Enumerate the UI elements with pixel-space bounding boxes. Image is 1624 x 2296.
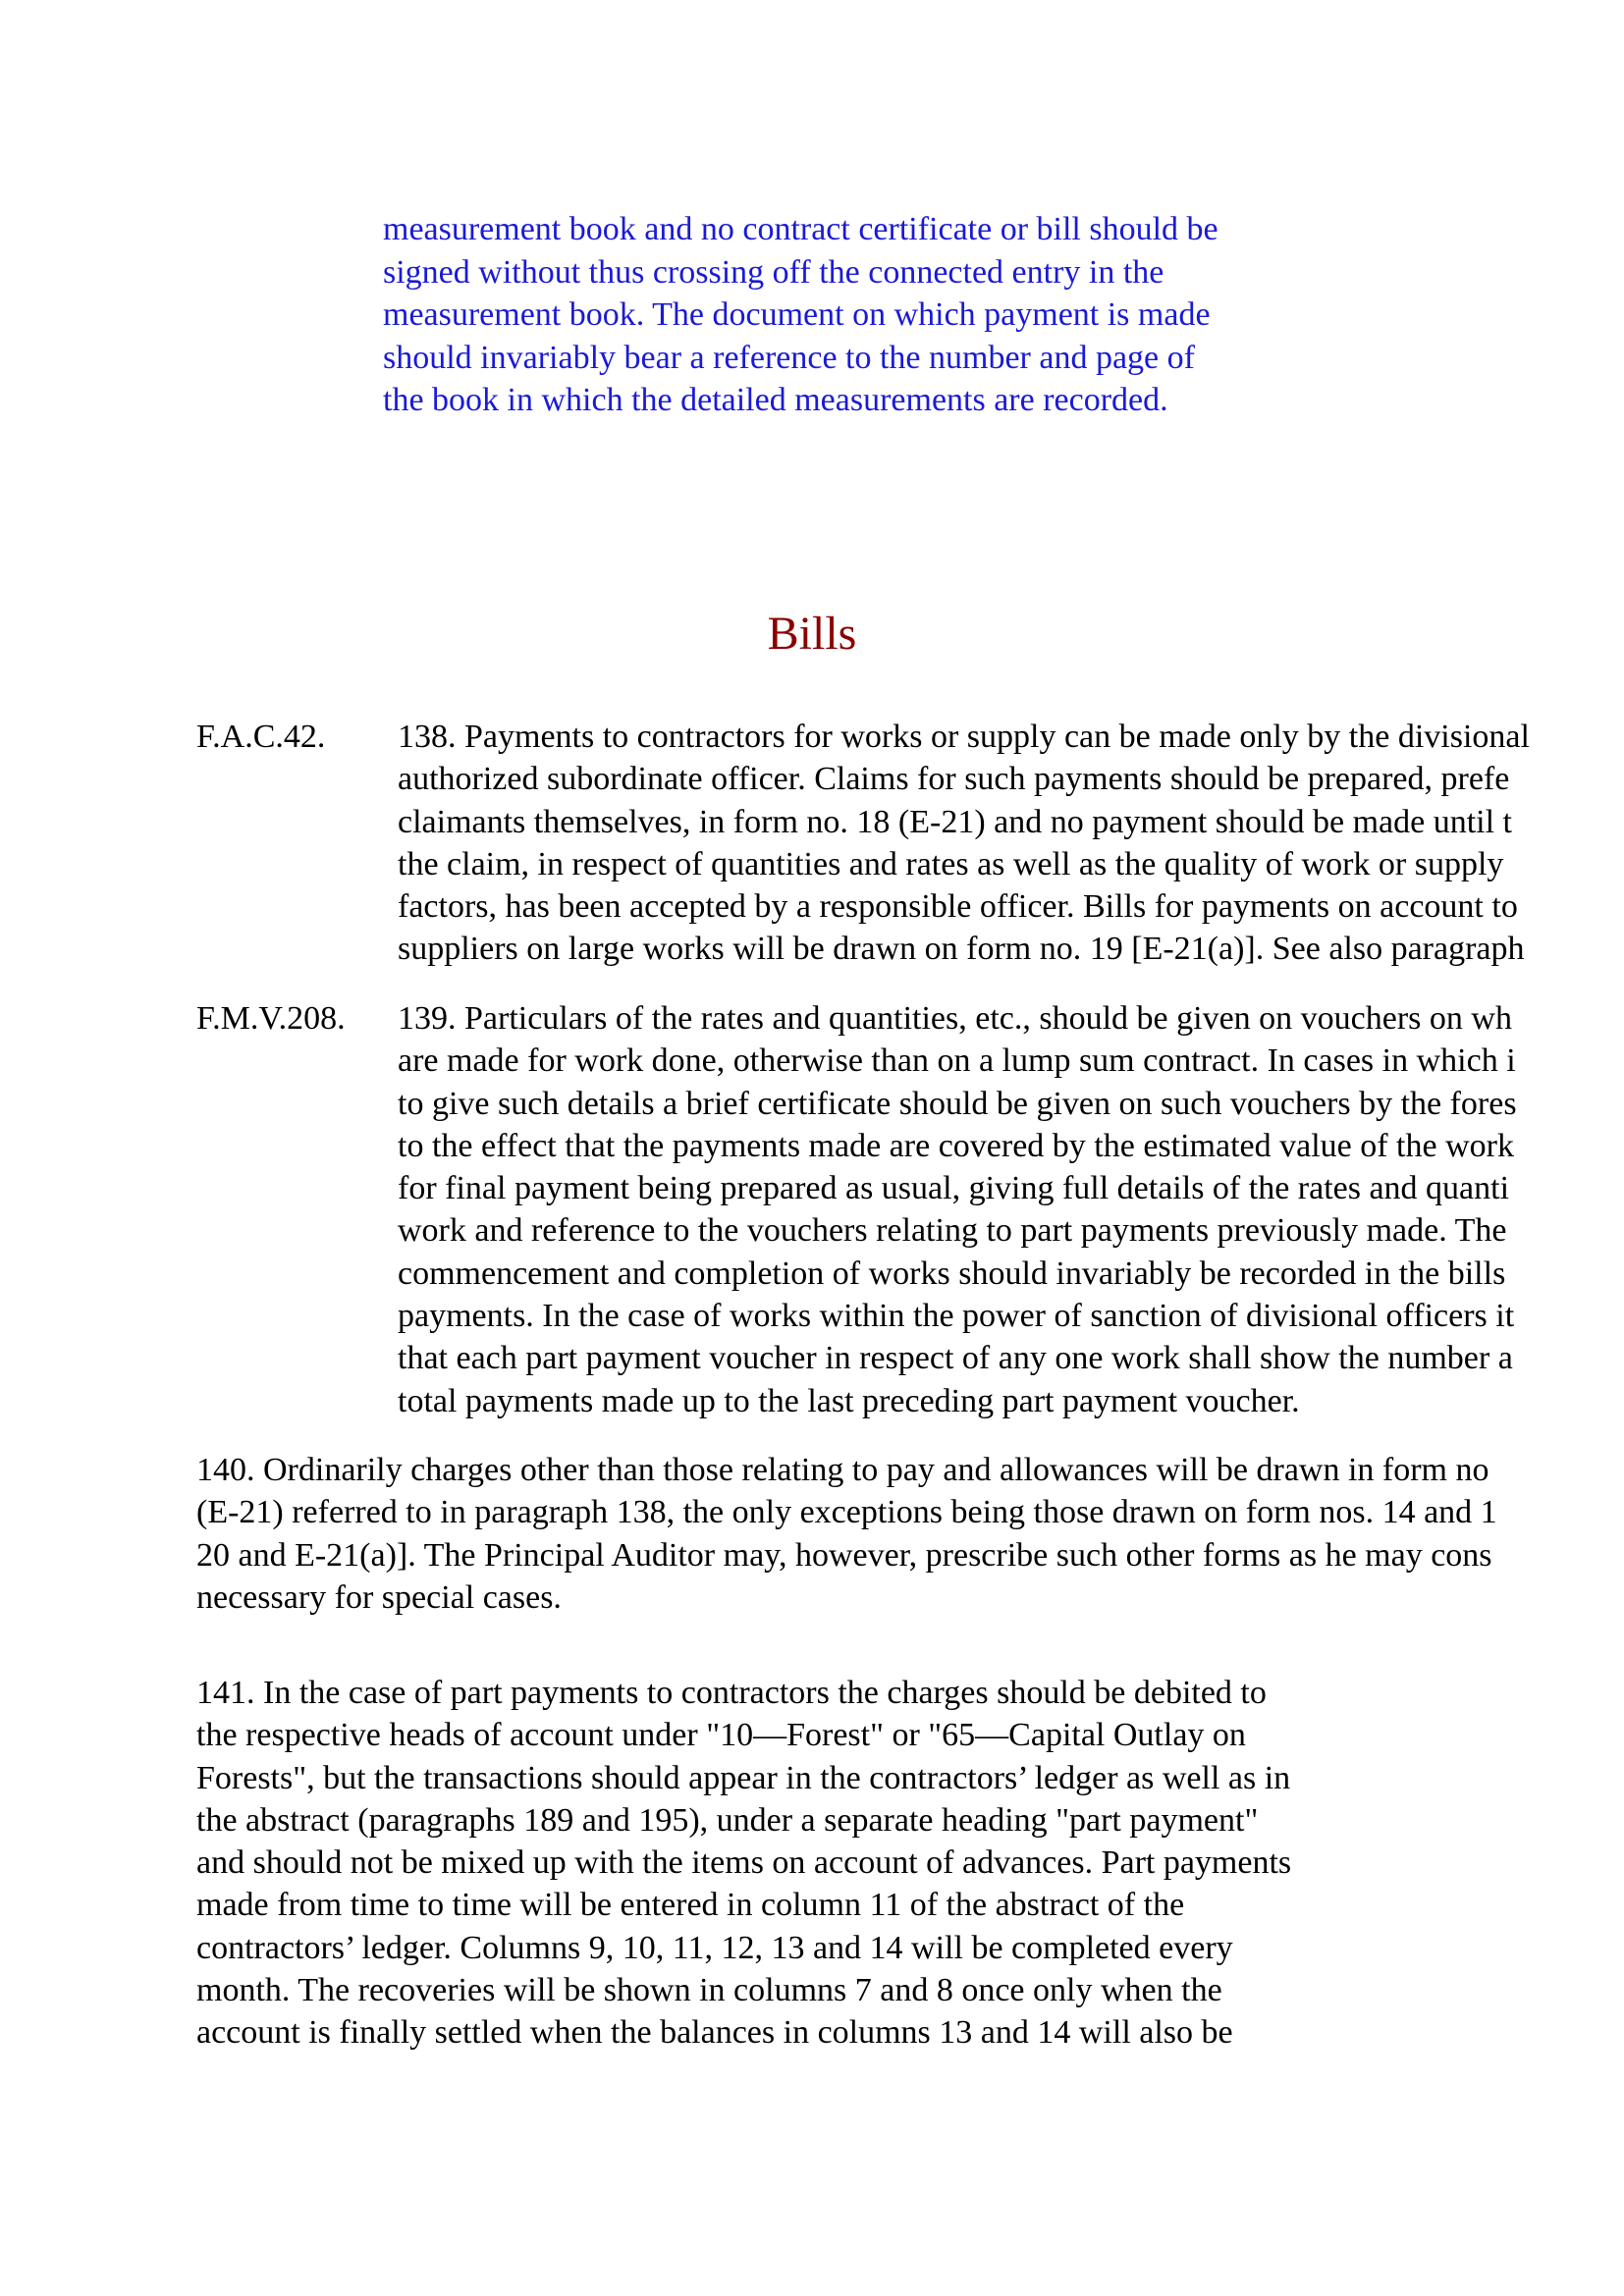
paragraph-141 (196, 1672, 1424, 2055)
paragraph-line: 20 and E-21(a)]. The Principal Auditor may, however, prescribe such other forms as he may cons (196, 1536, 1492, 1574)
paragraph-line: are made for work done, otherwise than on a lump sum contract. In cases in which i (398, 1042, 1516, 1080)
paragraph-line: made from time to time will be entered in column 11 of the abstract of the (196, 1887, 1185, 1924)
margin-reference: F.M.V.208. (196, 1000, 346, 1037)
paragraph-line: payments. In the case of works within the power of sanction of divisional officers it (398, 1298, 1515, 1335)
paragraph-line: account is finally settled when the balances in columns 13 and 14 will also be (196, 2014, 1233, 2052)
section-heading: Bills (767, 608, 857, 660)
paragraph-line: month. The recoveries will be shown in columns 7 and 8 once only when the (196, 1972, 1222, 2009)
paragraph-line: Forests", but the transactions should appear in the contractors’ ledger as well as in (196, 1759, 1291, 1796)
continuation-line: the book in which the detailed measurements are recorded. (383, 382, 1168, 418)
paragraph-line: 139. Particulars of the rates and quantities, etc., should be given on vouchers on wh (398, 1000, 1512, 1037)
paragraph-line: necessary for special cases. (196, 1578, 562, 1616)
paragraph-line: and should not be mixed up with the items on account of advances. Part payments (196, 1844, 1292, 1882)
paragraph-line: factors, has been accepted by a responsible officer. Bills for payments on account to (398, 888, 1518, 926)
paragraph-line: the claim, in respect of quantities and rates as well as the quality of work or supply (398, 845, 1504, 882)
paragraph-138 (398, 716, 1624, 971)
paragraph-line: 138. Payments to contractors for works or supply can be made only by the divisional (398, 719, 1530, 755)
paragraph-line: claimants themselves, in form no. 18 (E-21) and no payment should be made until t (398, 803, 1512, 840)
paragraph-140 (196, 1449, 1624, 1619)
continuation-line: measurement book and no contract certificate or bill should be (383, 211, 1218, 247)
paragraph-line: the abstract (paragraphs 189 and 195), under a separate heading "part payment" (196, 1801, 1259, 1839)
paragraph-line: (E-21) referred to in paragraph 138, the only exceptions being those drawn on form nos. 14 and 1 (196, 1494, 1497, 1531)
paragraph-line: contractors’ ledger. Columns 9, 10, 11, 12, 13 and 14 will be completed every (196, 1929, 1233, 1966)
continuation-line: should invariably bear a reference to the number and page of (383, 339, 1195, 376)
paragraph-line: 141. In the case of part payments to contractors the charges should be debited to (196, 1675, 1267, 1711)
paragraph-line: to the effect that the payments made are covered by the estimated value of the work (398, 1127, 1514, 1164)
paragraph-line: suppliers on large works will be drawn on form no. 19 [E-21(a)]. See also paragraph (398, 931, 1525, 968)
paragraph-line: the respective heads of account under "10—Forest" or "65—Capital Outlay on (196, 1717, 1246, 1754)
continuation-paragraph (383, 208, 1326, 422)
paragraph-line: authorized subordinate officer. Claims for such payments should be prepared, prefe (398, 761, 1510, 798)
continuation-line: signed without thus crossing off the connected entry in the (383, 253, 1164, 291)
paragraph-line: commencement and completion of works should invariably be recorded in the bills (398, 1255, 1506, 1292)
paragraph-139 (398, 997, 1624, 1422)
paragraph-line: to give such details a brief certificate should be given on such vouchers by the fores (398, 1085, 1517, 1122)
paragraph-line: that each part payment voucher in respect of any one work shall show the number a (398, 1340, 1513, 1377)
paragraph-line: for final payment being prepared as usual, giving full details of the rates and quanti (398, 1170, 1510, 1207)
paragraph-line: work and reference to the vouchers relating to part payments previously made. The (398, 1212, 1507, 1250)
margin-reference: F.A.C.42. (196, 719, 326, 755)
paragraph-line: 140. Ordinarily charges other than those relating to pay and allowances will be drawn in form no (196, 1452, 1489, 1488)
paragraph-line: total payments made up to the last preceding part payment voucher. (398, 1382, 1300, 1419)
continuation-line: measurement book. The document on which payment is made (383, 296, 1211, 333)
